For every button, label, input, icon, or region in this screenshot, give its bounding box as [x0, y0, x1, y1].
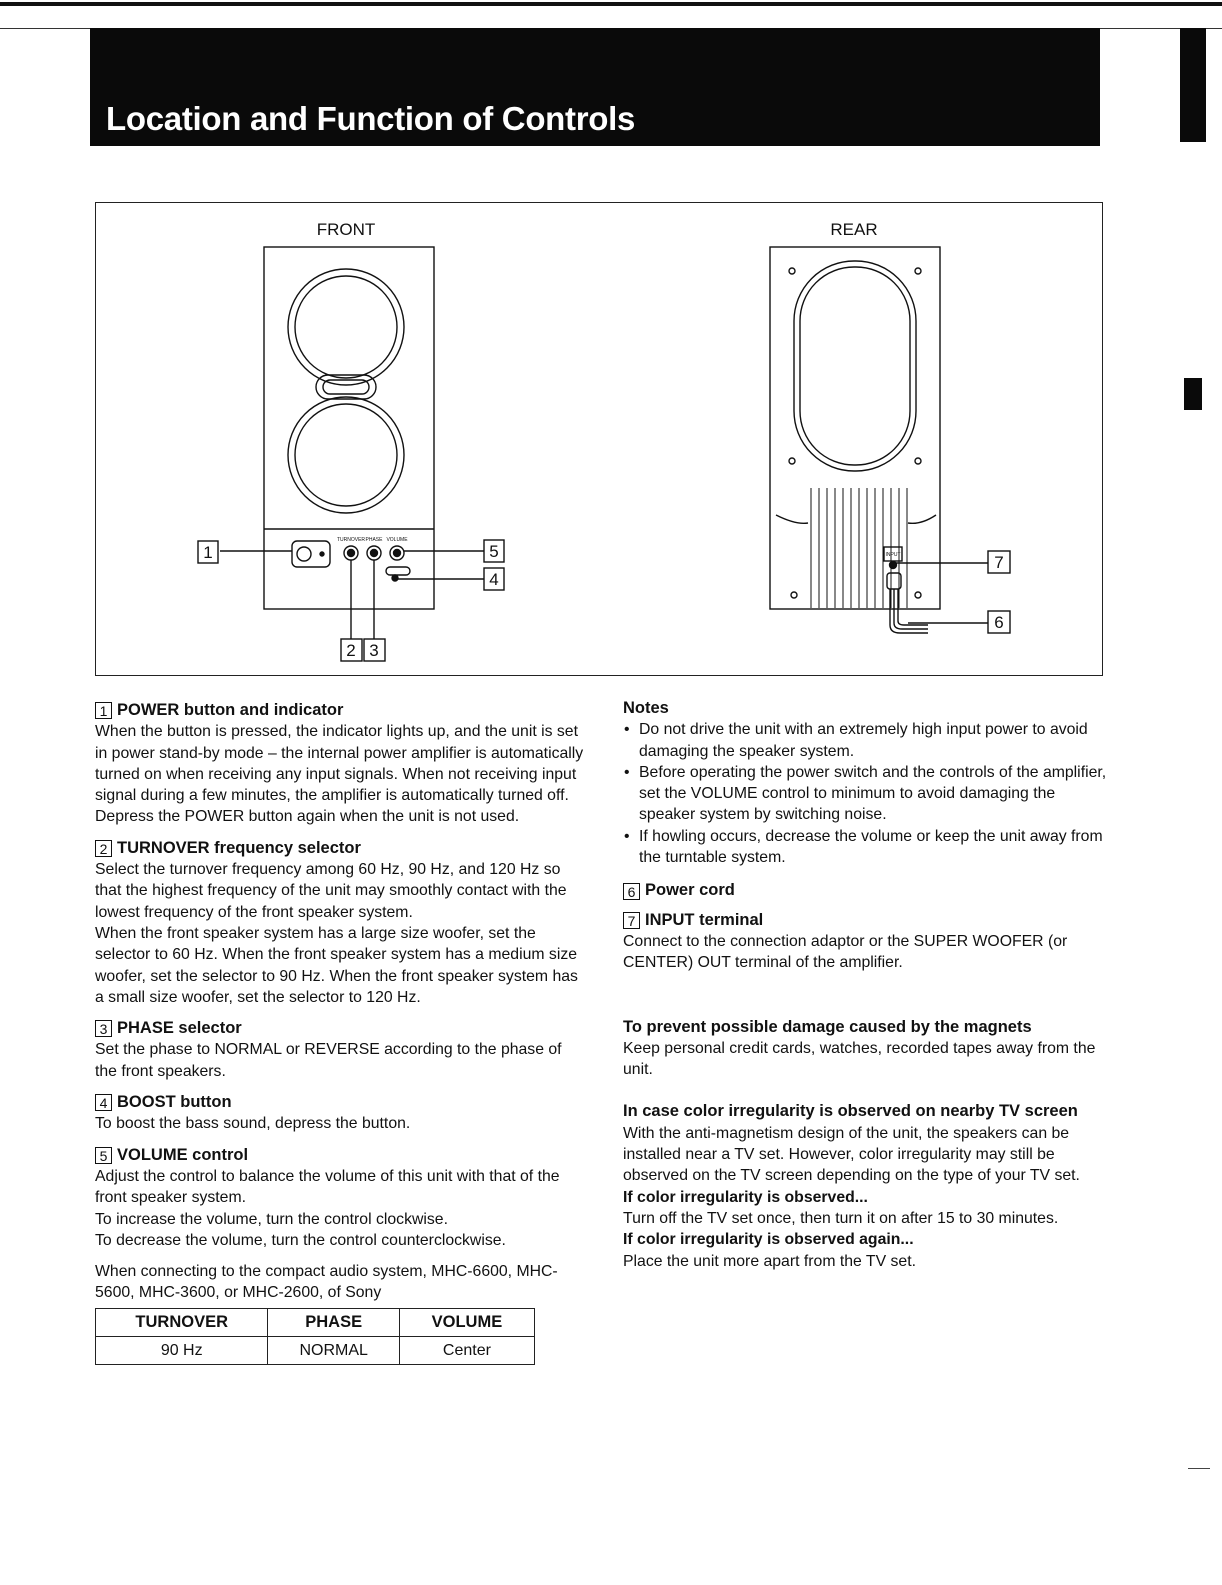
item-number: 5: [95, 1147, 112, 1164]
page-title: Location and Function of Controls: [106, 100, 636, 137]
paragraph: When the button is pressed, the indicator lights up, and the unit is set in power stand-by mode – the internal power amplifier is automatically turned on when receiving any input signals. When not receiving input signal during a few minutes, the amplifier is automatically turned off.: [95, 723, 584, 805]
item-number: 3: [95, 1020, 112, 1037]
section-phase: [95, 1018, 585, 1082]
section-heading: [95, 1092, 585, 1113]
section-title: TURNOVER frequency selector: [117, 838, 361, 857]
item-number: 2: [95, 840, 112, 857]
section-heading: [623, 880, 1113, 901]
section-input-terminal: [623, 910, 1113, 974]
title-band: [90, 28, 1100, 146]
paragraph: Select the turnover frequency among 60 Hz, 90 Hz, and 120 Hz so that the highest frequency of the unit may smoothly contact with the lowest frequency of the front speaker system.: [95, 861, 567, 921]
diagram-svg: [96, 203, 1102, 675]
paragraph: Turn off the TV set once, then turn it on after 15 to 30 minutes.: [623, 1209, 1059, 1227]
rear-callout-lines: [896, 563, 988, 623]
paragraph: Depress the POWER button again when the unit is not used.: [95, 808, 520, 826]
svg-text:1: 1: [203, 543, 213, 562]
notes-list: [623, 719, 1113, 868]
callout-3: [364, 639, 385, 661]
paragraph: Connect to the connection adaptor or the SUPER WOOFER (or CENTER) OUT terminal of the amplifier.: [623, 932, 1068, 972]
tv-subheading: If color irregularity is observed...: [623, 1188, 868, 1206]
section-title: VOLUME control: [117, 1145, 249, 1164]
left-column: [95, 700, 585, 1365]
edge-tab-marker: [1184, 378, 1202, 410]
section-turnover: [95, 838, 585, 1008]
edge-tab: [1180, 28, 1206, 142]
section-power-cord: [623, 880, 1113, 901]
turnover-mini-label: TURNOVER: [336, 537, 366, 543]
callout-2: [341, 639, 362, 661]
edge-mark: [1188, 1468, 1210, 1469]
input-mini-label: INPUT: [885, 552, 901, 558]
svg-text:6: 6: [994, 613, 1004, 632]
callout-4: [484, 568, 504, 590]
section-heading: [623, 910, 1113, 931]
section-title: PHASE selector: [117, 1019, 242, 1038]
paragraph: Keep personal credit cards, watches, recorded tapes away from the unit.: [623, 1039, 1096, 1079]
paragraph: To increase the volume, turn the control clockwise.: [95, 1210, 448, 1228]
item-number: 4: [95, 1094, 112, 1111]
front-callout-lines: [220, 551, 484, 639]
section-heading: [95, 1145, 585, 1166]
paragraph: To decrease the volume, turn the control counterclockwise.: [95, 1231, 506, 1249]
section-heading: [95, 700, 585, 721]
svg-text:4: 4: [489, 570, 499, 589]
table-cell: Center: [399, 1337, 534, 1365]
table-cell: NORMAL: [268, 1337, 399, 1365]
rear-label: REAR: [830, 220, 878, 239]
tv-subheading: If color irregularity is observed again...: [623, 1231, 914, 1249]
list-item: • If howling occurs, decrease the volume or keep the unit away from the turntable system.: [623, 826, 1113, 869]
right-column: [623, 698, 1113, 1282]
table-header: TURNOVER: [96, 1308, 268, 1336]
list-item: • Do not drive the unit with an extremely high input power to avoid damaging the speaker system.: [623, 719, 1113, 762]
item-number: 7: [623, 912, 640, 929]
compact-system-note: When connecting to the compact audio system, MHC-6600, MHC-5600, MHC-3600, or MHC-2600, of Sony: [95, 1263, 558, 1302]
section-power: [95, 700, 585, 828]
paragraph: Place the unit more apart from the TV set.: [623, 1252, 916, 1270]
tv-title: In case color irregularity is observed on nearby TV screen: [623, 1102, 1078, 1121]
item-number: 1: [95, 702, 112, 719]
section-title: BOOST button: [117, 1093, 232, 1112]
table-header: PHASE: [268, 1308, 399, 1336]
front-speaker-illustration: [264, 247, 434, 609]
section-title: INPUT terminal: [645, 910, 764, 929]
tv-section: [623, 1101, 1113, 1271]
paragraph: With the anti-magnetism design of the unit, the speakers can be installed near a TV set. However, color irregularity may still be observed on the TV screen depending on the type of your TV set.: [623, 1124, 1080, 1185]
controls-diagram: [95, 202, 1103, 676]
item-number: 6: [623, 883, 640, 900]
top-rule: [0, 2, 1222, 6]
svg-text:7: 7: [994, 553, 1004, 572]
table-header: VOLUME: [399, 1308, 534, 1336]
section-title: Power cord: [645, 881, 735, 900]
paragraph: Adjust the control to balance the volume of this unit with that of the front speaker system.: [95, 1167, 560, 1207]
paragraph: When the front speaker system has a large size woofer, set the selector to 60 Hz. When the front speaker system has a medium size woofer, set the selector to 90 Hz. When the front speaker system has a small size woofer, set the selector to 120 Hz.: [95, 924, 578, 1006]
rear-speaker-illustration: [770, 247, 940, 633]
table-header-row: [96, 1308, 535, 1336]
magnets-section: [623, 1017, 1113, 1081]
section-title: POWER button and indicator: [117, 701, 344, 719]
magnets-title: To prevent possible damage caused by the magnets: [623, 1017, 1032, 1036]
front-label: FRONT: [316, 220, 376, 239]
svg-text:5: 5: [489, 542, 499, 561]
paragraph: To boost the bass sound, depress the button.: [95, 1115, 411, 1133]
section-boost: [95, 1092, 585, 1135]
paragraph: Set the phase to NORMAL or REVERSE according to the phase of the front speakers.: [95, 1041, 562, 1080]
notes-title: Notes: [623, 699, 669, 717]
section-volume: [95, 1145, 585, 1251]
list-item: • Before operating the power switch and the controls of the amplifier, set the VOLUME control to minimum to avoid damaging the speaker system by switching noise.: [623, 762, 1113, 826]
phase-mini-label: PHASE: [365, 537, 383, 543]
section-heading: [95, 1018, 585, 1039]
callout-6: [988, 611, 1010, 633]
callout-7: [988, 551, 1010, 573]
callout-1: [198, 541, 218, 563]
table-cell: 90 Hz: [96, 1337, 268, 1365]
section-heading: [95, 838, 585, 859]
volume-mini-label: VOLUME: [386, 537, 408, 543]
table-row: [96, 1337, 535, 1365]
callout-5: [484, 540, 504, 562]
settings-table: [95, 1308, 535, 1366]
svg-text:2: 2: [346, 641, 356, 660]
notes-section: [623, 698, 1113, 868]
svg-text:3: 3: [369, 641, 379, 660]
